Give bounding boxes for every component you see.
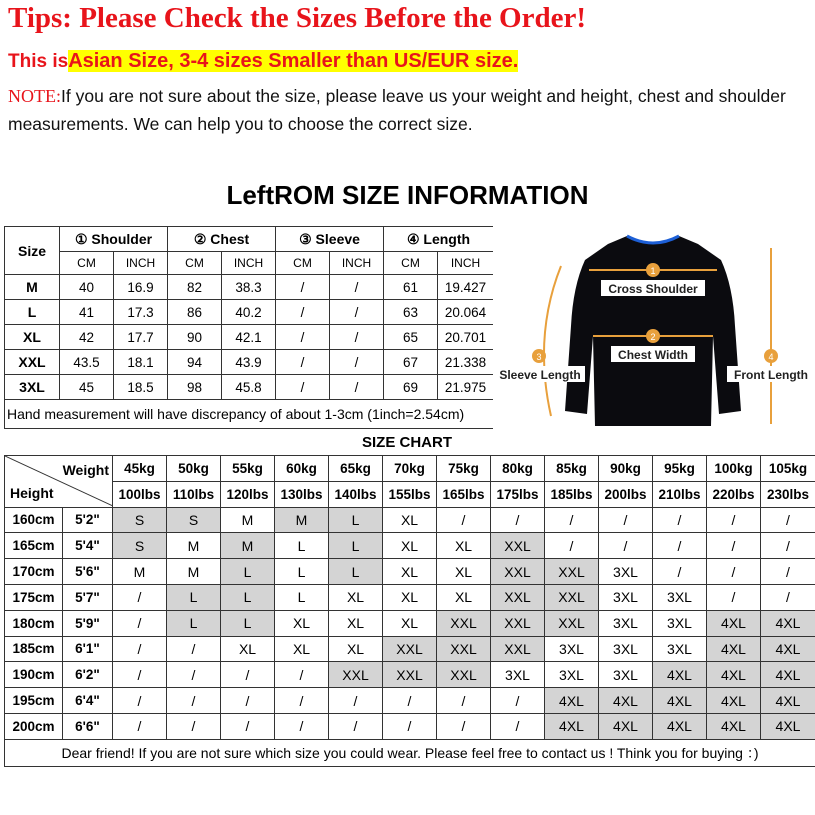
measurement-row xyxy=(5,275,494,300)
size-cell: / xyxy=(707,507,761,533)
measurement-cell: 19.427 xyxy=(438,275,494,300)
size-cell: / xyxy=(275,662,329,688)
size-cell: L xyxy=(221,559,275,585)
chest-header: ② Chest xyxy=(168,227,276,252)
size-cell: 3XL xyxy=(653,636,707,662)
size-cell: / xyxy=(167,636,221,662)
size-cell: XXL xyxy=(329,662,383,688)
measurement-cell: 86 xyxy=(168,300,222,325)
size-cell: 3XL xyxy=(599,559,653,585)
measurement-cell: 16.9 xyxy=(114,275,168,300)
size-cell: L xyxy=(329,507,383,533)
size-cell: / xyxy=(113,584,167,610)
height-ft-cell: 6'2" xyxy=(63,662,113,688)
shoulder-header: ① Shoulder xyxy=(60,227,168,252)
size-cell: XL xyxy=(221,636,275,662)
size-cell: 4XL xyxy=(653,662,707,688)
height-cm-cell: 190cm xyxy=(5,662,63,688)
size-cell: / xyxy=(113,636,167,662)
size-header: Size xyxy=(5,227,60,275)
this-is-text: This is xyxy=(8,51,69,72)
size-cell: L xyxy=(167,610,221,636)
height-cm-cell: 165cm xyxy=(5,533,63,559)
measurement-row xyxy=(5,300,494,325)
weight-kg-cell: 45kg xyxy=(113,456,167,482)
weight-kg-row xyxy=(5,456,815,482)
size-cell: XL xyxy=(383,507,437,533)
weight-kg-cell: 70kg xyxy=(383,456,437,482)
measurement-cell: / xyxy=(276,350,330,375)
marker-1: 1 xyxy=(650,266,656,276)
size-cell: / xyxy=(545,533,599,559)
height-ft-cell: 6'6" xyxy=(63,713,113,739)
size-cell: 3XL xyxy=(653,584,707,610)
size-cell: M xyxy=(221,507,275,533)
size-cell: / xyxy=(599,507,653,533)
unit-cell: INCH xyxy=(330,252,384,275)
unit-cell: CM xyxy=(168,252,222,275)
shirt-measurement-diagram xyxy=(493,226,815,431)
size-cell: / xyxy=(329,713,383,739)
measurement-cell: 90 xyxy=(168,325,222,350)
weight-lbs-cell: 175lbs xyxy=(491,481,545,507)
page-title: LeftROM SIZE INFORMATION xyxy=(226,180,589,210)
size-cell: 3XL xyxy=(653,610,707,636)
measurement-cell: / xyxy=(276,375,330,400)
sleeve-length-label: Sleeve Length xyxy=(499,368,581,382)
size-chart-table xyxy=(4,455,815,767)
marker-4: 4 xyxy=(768,352,774,362)
height-ft-cell: 6'1" xyxy=(63,636,113,662)
size-cell: 4XL xyxy=(761,713,815,739)
weight-kg-cell: 95kg xyxy=(653,456,707,482)
size-cell: 4XL xyxy=(599,713,653,739)
size-chart-row xyxy=(5,610,815,636)
size-cell: XXL xyxy=(383,662,437,688)
height-cm-cell: 195cm xyxy=(5,688,63,714)
size-chart-label: SIZE CHART xyxy=(362,434,452,451)
measurement-row xyxy=(5,375,494,400)
measurement-cell: 40 xyxy=(60,275,114,300)
size-chart-row xyxy=(5,559,815,585)
size-cell: 4XL xyxy=(707,713,761,739)
weight-height-corner xyxy=(5,456,113,508)
size-chart-row xyxy=(5,713,815,739)
measurement-cell: 65 xyxy=(384,325,438,350)
footer-message: Dear friend! If you are not sure which size you could wear. Please feel free to contact us ! Think you for buying ：) xyxy=(5,739,815,766)
size-cell: L xyxy=(275,559,329,585)
size-cell: / xyxy=(599,533,653,559)
size-cell: S xyxy=(113,533,167,559)
size-chart-row xyxy=(5,584,815,610)
height-ft-cell: 5'7" xyxy=(63,584,113,610)
unit-cell: CM xyxy=(384,252,438,275)
weight-lbs-row xyxy=(5,481,815,507)
size-cell: / xyxy=(383,713,437,739)
measurement-cell: 21.338 xyxy=(438,350,494,375)
size-cell: XL xyxy=(437,559,491,585)
size-cell: 4XL xyxy=(761,636,815,662)
size-cell: XL xyxy=(275,610,329,636)
shirt-diagram-svg xyxy=(493,226,815,431)
height-ft-cell: 6'4" xyxy=(63,688,113,714)
size-cell: / xyxy=(275,688,329,714)
size-cell: / xyxy=(221,688,275,714)
size-chart-row xyxy=(5,688,815,714)
measurement-cell: 45.8 xyxy=(222,375,276,400)
tips-title: Tips: Please Check the Sizes Before the Order! xyxy=(8,2,587,34)
measurement-cell: 45 xyxy=(60,375,114,400)
size-cell: XXL xyxy=(545,610,599,636)
weight-lbs-cell: 220lbs xyxy=(707,481,761,507)
front-length-label: Front Length xyxy=(734,368,808,382)
size-cell: / xyxy=(491,688,545,714)
size-cell: L xyxy=(221,610,275,636)
size-cell: / xyxy=(167,662,221,688)
size-cell: / xyxy=(221,713,275,739)
measurement-cell: / xyxy=(276,275,330,300)
size-chart-row xyxy=(5,507,815,533)
size-cell: / xyxy=(761,559,815,585)
size-cell: XXL xyxy=(545,584,599,610)
size-cell: / xyxy=(653,559,707,585)
size-cell: XXL xyxy=(545,559,599,585)
weight-kg-cell: 50kg xyxy=(167,456,221,482)
size-cell: M xyxy=(221,533,275,559)
height-cm-cell: 180cm xyxy=(5,610,63,636)
measurement-row xyxy=(5,350,494,375)
height-ft-cell: 5'2" xyxy=(63,507,113,533)
size-cell: / xyxy=(707,584,761,610)
size-cell: 3XL xyxy=(491,662,545,688)
size-cell: 4XL xyxy=(653,713,707,739)
measurement-cell: 94 xyxy=(168,350,222,375)
measurement-cell: 63 xyxy=(384,300,438,325)
measurement-cell: 38.3 xyxy=(222,275,276,300)
size-cell: / xyxy=(761,507,815,533)
size-cell: 4XL xyxy=(707,688,761,714)
measurement-cell: / xyxy=(330,350,384,375)
size-cell: XXL xyxy=(491,584,545,610)
measurement-cell: 82 xyxy=(168,275,222,300)
weight-lbs-cell: 200lbs xyxy=(599,481,653,507)
measurement-cell: 42.1 xyxy=(222,325,276,350)
unit-cell: INCH xyxy=(438,252,494,275)
measurement-cell: 98 xyxy=(168,375,222,400)
size-label: XXL xyxy=(5,350,60,375)
size-cell: S xyxy=(167,507,221,533)
note-label: NOTE: xyxy=(8,86,61,106)
size-cell: / xyxy=(653,533,707,559)
size-cell: / xyxy=(329,688,383,714)
size-cell: / xyxy=(491,507,545,533)
measurement-cell: 43.5 xyxy=(60,350,114,375)
size-cell: 4XL xyxy=(707,662,761,688)
note-paragraph xyxy=(8,82,815,138)
measurement-cell: 18.1 xyxy=(114,350,168,375)
measurement-cell: 21.975 xyxy=(438,375,494,400)
size-cell: 3XL xyxy=(599,584,653,610)
size-cell: / xyxy=(437,507,491,533)
weight-lbs-cell: 100lbs xyxy=(113,481,167,507)
size-cell: / xyxy=(437,713,491,739)
size-cell: / xyxy=(437,688,491,714)
unit-cell: CM xyxy=(276,252,330,275)
size-cell: 3XL xyxy=(545,662,599,688)
height-ft-cell: 5'4" xyxy=(63,533,113,559)
size-cell: XL xyxy=(329,584,383,610)
weight-kg-cell: 100kg xyxy=(707,456,761,482)
size-cell: / xyxy=(707,559,761,585)
size-cell: XXL xyxy=(491,533,545,559)
size-cell: / xyxy=(761,584,815,610)
size-cell: / xyxy=(275,713,329,739)
size-cell: 4XL xyxy=(599,688,653,714)
size-cell: L xyxy=(275,584,329,610)
size-cell: / xyxy=(113,610,167,636)
size-cell: XL xyxy=(329,610,383,636)
size-cell: 4XL xyxy=(545,688,599,714)
measurement-cell: 67 xyxy=(384,350,438,375)
size-cell: XL xyxy=(383,559,437,585)
measurement-cell: / xyxy=(276,300,330,325)
size-cell: L xyxy=(167,584,221,610)
size-cell: 4XL xyxy=(653,688,707,714)
size-chart-row xyxy=(5,533,815,559)
size-cell: / xyxy=(113,688,167,714)
weight-kg-cell: 55kg xyxy=(221,456,275,482)
size-cell: L xyxy=(221,584,275,610)
weight-lbs-cell: 165lbs xyxy=(437,481,491,507)
weight-lbs-cell: 185lbs xyxy=(545,481,599,507)
weight-kg-cell: 60kg xyxy=(275,456,329,482)
size-cell: / xyxy=(383,688,437,714)
height-cm-cell: 170cm xyxy=(5,559,63,585)
measurement-cell: / xyxy=(330,275,384,300)
height-cm-cell: 160cm xyxy=(5,507,63,533)
size-cell: / xyxy=(653,507,707,533)
size-cell: / xyxy=(167,713,221,739)
size-cell: XXL xyxy=(437,636,491,662)
height-ft-cell: 5'6" xyxy=(63,559,113,585)
size-cell: XL xyxy=(383,610,437,636)
height-cm-cell: 185cm xyxy=(5,636,63,662)
size-cell: M xyxy=(113,559,167,585)
weight-label: Weight xyxy=(62,462,109,478)
measurement-table xyxy=(4,226,494,429)
asian-size-highlight: Asian Size, 3-4 sizes Smaller than US/EUR size. xyxy=(68,50,519,72)
weight-kg-cell: 105kg xyxy=(761,456,815,482)
unit-row xyxy=(5,252,494,275)
size-cell: XXL xyxy=(437,610,491,636)
unit-cell: CM xyxy=(60,252,114,275)
measurement-cell: / xyxy=(276,325,330,350)
size-label: L xyxy=(5,300,60,325)
measurement-cell: 20.701 xyxy=(438,325,494,350)
measurement-cell: 42 xyxy=(60,325,114,350)
height-ft-cell: 5'9" xyxy=(63,610,113,636)
height-cm-cell: 200cm xyxy=(5,713,63,739)
size-cell: / xyxy=(761,533,815,559)
note-text: If you are not sure about the size, please leave us your weight and height, chest and shoulder measurements. We can help you to choose the correct size. xyxy=(8,86,786,134)
weight-lbs-cell: 210lbs xyxy=(653,481,707,507)
size-cell: XL xyxy=(383,584,437,610)
size-cell: XL xyxy=(437,533,491,559)
weight-lbs-cell: 155lbs xyxy=(383,481,437,507)
unit-cell: INCH xyxy=(114,252,168,275)
size-cell: 4XL xyxy=(761,662,815,688)
measurement-cell: 61 xyxy=(384,275,438,300)
size-cell: XL xyxy=(275,636,329,662)
size-cell: / xyxy=(221,662,275,688)
height-cm-cell: 175cm xyxy=(5,584,63,610)
size-cell: L xyxy=(329,559,383,585)
measurement-cell: 43.9 xyxy=(222,350,276,375)
measurement-cell: 17.7 xyxy=(114,325,168,350)
measurement-cell: / xyxy=(330,300,384,325)
size-cell: M xyxy=(275,507,329,533)
size-cell: XL xyxy=(329,636,383,662)
size-cell: XL xyxy=(383,533,437,559)
weight-kg-cell: 65kg xyxy=(329,456,383,482)
weight-lbs-cell: 230lbs xyxy=(761,481,815,507)
size-cell: M xyxy=(167,559,221,585)
size-cell: / xyxy=(113,662,167,688)
asian-size-notice xyxy=(8,50,518,73)
weight-lbs-cell: 130lbs xyxy=(275,481,329,507)
weight-kg-cell: 85kg xyxy=(545,456,599,482)
size-cell: XL xyxy=(437,584,491,610)
size-chart-row xyxy=(5,662,815,688)
size-cell: 4XL xyxy=(761,610,815,636)
size-cell: 3XL xyxy=(599,636,653,662)
size-cell: S xyxy=(113,507,167,533)
size-label: M xyxy=(5,275,60,300)
size-cell: / xyxy=(545,507,599,533)
size-cell: XXL xyxy=(383,636,437,662)
measurement-cell: 20.064 xyxy=(438,300,494,325)
size-cell: 3XL xyxy=(545,636,599,662)
size-cell: 4XL xyxy=(707,610,761,636)
chest-width-label: Chest Width xyxy=(618,348,688,362)
size-cell: XXL xyxy=(437,662,491,688)
measurement-cell: / xyxy=(330,375,384,400)
measurement-cell: 40.2 xyxy=(222,300,276,325)
size-cell: / xyxy=(707,533,761,559)
size-cell: 4XL xyxy=(545,713,599,739)
weight-kg-cell: 75kg xyxy=(437,456,491,482)
size-chart-row xyxy=(5,636,815,662)
size-cell: / xyxy=(113,713,167,739)
marker-3: 3 xyxy=(536,352,542,362)
measurement-cell: 17.3 xyxy=(114,300,168,325)
size-cell: L xyxy=(329,533,383,559)
weight-kg-cell: 90kg xyxy=(599,456,653,482)
measurement-row xyxy=(5,325,494,350)
size-cell: M xyxy=(167,533,221,559)
height-label: Height xyxy=(10,484,54,501)
size-cell: XXL xyxy=(491,559,545,585)
weight-kg-cell: 80kg xyxy=(491,456,545,482)
sleeve-header: ③ Sleeve xyxy=(276,227,384,252)
measurement-cell: 41 xyxy=(60,300,114,325)
size-cell: / xyxy=(167,688,221,714)
size-cell: L xyxy=(275,533,329,559)
size-cell: XXL xyxy=(491,636,545,662)
size-label: XL xyxy=(5,325,60,350)
measurement-cell: 18.5 xyxy=(114,375,168,400)
discrepancy-note: Hand measurement will have discrepancy of about 1-3cm (1inch=2.54cm) xyxy=(5,400,494,429)
weight-lbs-cell: 120lbs xyxy=(221,481,275,507)
marker-2: 2 xyxy=(650,332,656,342)
size-cell: 4XL xyxy=(707,636,761,662)
size-cell: / xyxy=(491,713,545,739)
size-cell: 4XL xyxy=(761,688,815,714)
weight-lbs-cell: 140lbs xyxy=(329,481,383,507)
size-cell: XXL xyxy=(491,610,545,636)
measurement-cell: / xyxy=(330,325,384,350)
measurement-cell: 69 xyxy=(384,375,438,400)
unit-cell: INCH xyxy=(222,252,276,275)
size-cell: 3XL xyxy=(599,662,653,688)
size-label: 3XL xyxy=(5,375,60,400)
weight-lbs-cell: 110lbs xyxy=(167,481,221,507)
size-cell: 3XL xyxy=(599,610,653,636)
cross-shoulder-label: Cross Shoulder xyxy=(608,282,698,296)
length-header: ④ Length xyxy=(384,227,494,252)
